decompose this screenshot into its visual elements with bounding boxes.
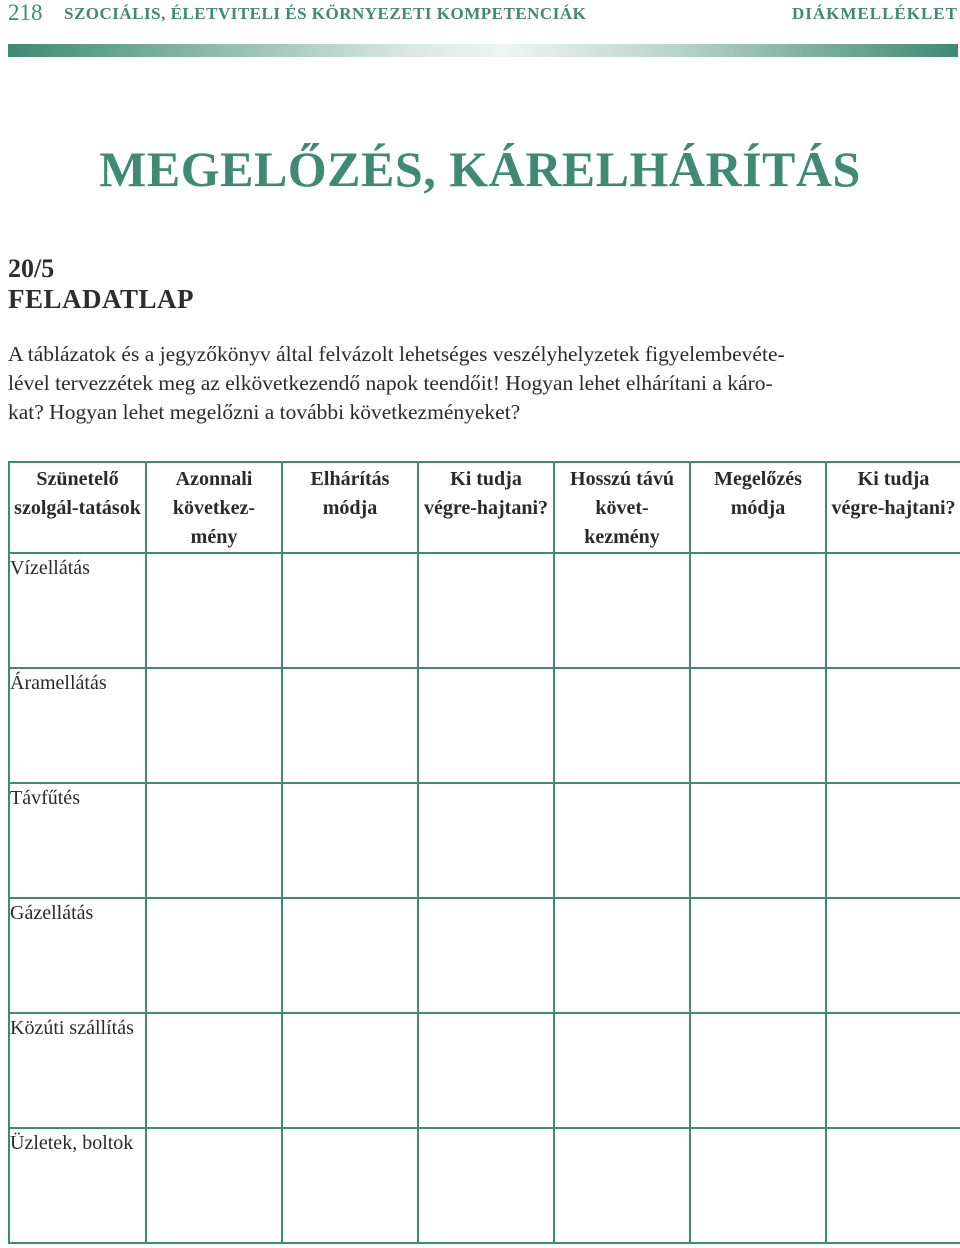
table-cell[interactable]	[826, 898, 960, 1013]
table-cell[interactable]	[554, 1128, 690, 1243]
table-row	[9, 783, 960, 898]
task-label: FELADATLAP	[8, 284, 195, 314]
table-cell[interactable]	[690, 668, 826, 783]
table-cell[interactable]	[282, 668, 418, 783]
table-cell[interactable]	[146, 668, 282, 783]
table-cell[interactable]	[418, 898, 554, 1013]
row-label: Üzletek, boltok	[9, 1128, 146, 1243]
table-cell[interactable]	[418, 1013, 554, 1128]
supplement-label: DIÁKMELLÉKLET	[791, 4, 958, 23]
table-cell[interactable]	[690, 783, 826, 898]
table-cell[interactable]	[282, 553, 418, 668]
table-row	[9, 898, 960, 1013]
table-row	[9, 1013, 960, 1128]
table-cell[interactable]	[418, 553, 554, 668]
header-divider-bar	[8, 44, 958, 57]
table-cell[interactable]	[146, 1013, 282, 1128]
table-cell[interactable]	[690, 553, 826, 668]
table-header-row	[9, 462, 960, 553]
table-cell[interactable]	[554, 668, 690, 783]
row-label: Gázellátás	[9, 898, 146, 1013]
table-cell[interactable]	[146, 898, 282, 1013]
table-cell[interactable]	[282, 783, 418, 898]
row-label: Vízellátás	[9, 553, 146, 668]
table-cell[interactable]	[826, 668, 960, 783]
table-cell[interactable]	[826, 553, 960, 668]
table-cell[interactable]	[554, 783, 690, 898]
page-number: 218	[8, 0, 43, 25]
table-cell[interactable]	[146, 1128, 282, 1243]
worksheet-table	[8, 461, 960, 1244]
column-header-immediate-consequence: Azonnali következ-mény	[146, 462, 282, 553]
table-cell[interactable]	[418, 668, 554, 783]
table-cell[interactable]	[146, 783, 282, 898]
column-header-remedy-method: Elhárítás módja	[282, 462, 418, 553]
column-header-long-term-consequence: Hosszú távú követ-kezmény	[554, 462, 690, 553]
table-cell[interactable]	[282, 1128, 418, 1243]
table-cell[interactable]	[554, 553, 690, 668]
column-header-who-can-execute: Ki tudja végre-hajtani?	[418, 462, 554, 553]
page-header	[8, 0, 958, 30]
instructions-line: lével tervezzétek meg az elkövetkezendő napok teendőit! Hogyan lehet elhárítani a káro-	[8, 371, 773, 395]
table-cell[interactable]	[690, 1128, 826, 1243]
instructions-line: kat? Hogyan lehet megelőzni a további következményeket?	[8, 400, 521, 424]
column-header-who-can-execute-2: Ki tudja végre-hajtani?	[826, 462, 960, 553]
table-cell[interactable]	[826, 1128, 960, 1243]
column-header-prevention-method: Megelőzés módja	[690, 462, 826, 553]
task-number: 20/5	[8, 254, 55, 283]
instructions-paragraph	[8, 340, 954, 427]
instructions-line: A táblázatok és a jegyzőkönyv által felvázolt lehetséges veszélyhelyzetek figyelembevéte-	[8, 342, 785, 366]
table-cell[interactable]	[418, 1128, 554, 1243]
page-title: MEGELŐZÉS, KÁRELHÁRÍTÁS	[99, 141, 861, 197]
table-cell[interactable]	[282, 898, 418, 1013]
table-cell[interactable]	[282, 1013, 418, 1128]
table-cell[interactable]	[690, 898, 826, 1013]
table-row	[9, 1128, 960, 1243]
section-title: SZOCIÁLIS, ÉLETVITELI ÉS KÖRNYEZETI KOMPETENCIÁK	[64, 4, 587, 23]
table-cell[interactable]	[690, 1013, 826, 1128]
table-cell[interactable]	[146, 553, 282, 668]
row-label: Áramellátás	[9, 668, 146, 783]
table-row	[9, 553, 960, 668]
row-label: Közúti szállítás	[9, 1013, 146, 1128]
table-row	[9, 668, 960, 783]
column-header-services: Szünetelő szolgál-tatások	[9, 462, 146, 553]
table-cell[interactable]	[554, 1013, 690, 1128]
table-cell[interactable]	[826, 783, 960, 898]
table-cell[interactable]	[418, 783, 554, 898]
row-label: Távfűtés	[9, 783, 146, 898]
table-cell[interactable]	[554, 898, 690, 1013]
table-cell[interactable]	[826, 1013, 960, 1128]
